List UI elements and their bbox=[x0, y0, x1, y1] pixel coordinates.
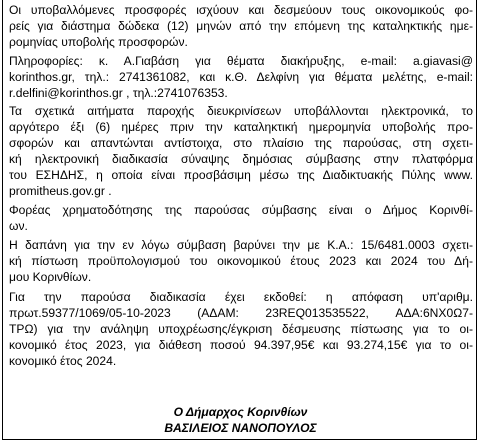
text-line: ρείς για διάστημα δώδεκα (12) μηνών από την επόμενη της καταληκτικής ημε- bbox=[9, 19, 473, 33]
text-line: Η δαπάνη για την εν λόγω σύμβαση βαρύνει την με Κ.Α.: 15/6481.0003 σχετι- bbox=[9, 238, 473, 252]
text-line: αργότερο έξι (6) ημέρες πριν την καταληκτική ημερομηνία υποβολής προ- bbox=[9, 120, 473, 134]
text-line: ρομηνίας υποβολής προσφορών. bbox=[9, 35, 188, 49]
paragraph-funding-body bbox=[9, 202, 473, 234]
text-line: korinthos.gr, τηλ.: 2741361082, και κ.Θ. Δελφίνη για θέματα μελέτης, e-mail: bbox=[9, 70, 473, 84]
text-line: Οι υποβαλλόμενες προσφορές ισχύουν και δεσμεύουν τους οικονομικούς φο- bbox=[9, 3, 473, 17]
paragraph-expense bbox=[9, 237, 473, 285]
text-line: κονομικό έτος 2023, για διάθεση ποσού 94.397,95€ και 93.274,15€ για το οι- bbox=[9, 338, 473, 352]
paragraph-information bbox=[9, 53, 473, 101]
text-line: πρωτ.59377/1069/05-10-2023 (ΑΔΑΜ: 23REQ013535522, ΑΔΑ:6ΝΧ0Ω7- bbox=[9, 306, 473, 320]
paragraph-clarifications bbox=[9, 103, 473, 199]
signature-name: ΒΑΣΙΛΕΙΟΣ ΝΑΝΟΠΟΥΛΟΣ bbox=[164, 421, 317, 435]
text-line: κή ηλεκτρονική διαδικασία σύναψης δημόσιας σύμβασης στην πλατφόρμα bbox=[9, 152, 473, 166]
text-line: Τα σχετικά αιτήματα παροχής διευκρινίσεων υποβάλλονται ηλεκτρονικά, το bbox=[9, 104, 473, 118]
text-line: του ΕΣΗΔΗΣ, η οποία είναι προσβάσιμη μέσω της Διαδικτυακής Πύλης www. bbox=[9, 168, 473, 182]
text-line: μου Κορινθίων. bbox=[9, 270, 92, 284]
notice-document bbox=[2, 0, 477, 440]
text-line: ων. bbox=[9, 219, 28, 233]
text-line: ΤΡΩ) για την ανάληψη υποχρέωσης/έγκριση δέσμευσης πίστωσης για το οι- bbox=[9, 322, 473, 336]
text-line: κονομικό έτος 2024. bbox=[9, 354, 117, 368]
paragraph-offers-validity bbox=[9, 2, 473, 50]
text-line: Πληροφορίες: κ. Α.Γιαβάση για θέματα διακήρυξης, e-mail: a.giavasi@ bbox=[9, 54, 473, 68]
text-line: promitheus.gov.gr . bbox=[9, 184, 112, 198]
paragraph-decision bbox=[9, 289, 473, 369]
text-line: κή πίστωση προϋπολογισμού του οικονομικού έτους 2023 και 2024 του Δή- bbox=[9, 254, 473, 268]
text-line: σφορών και απαντώνται αντίστοιχα, στο πλαίσιο της παρούσας, στη σχετι- bbox=[9, 136, 473, 150]
signature-title: Ο Δήμαρχος Κορινθίων bbox=[173, 405, 308, 419]
text-line: Φορέας χρηματοδότησης της παρούσας σύμβασης είναι ο Δήμος Κορινθί- bbox=[9, 203, 473, 217]
text-line: Για την παρούσα διαδικασία έχει εκδοθεί: η απόφαση υπ'αριθμ. bbox=[9, 290, 473, 304]
text-line: r.delfini@korinthos.gr , τηλ.:2741076353. bbox=[9, 86, 228, 100]
